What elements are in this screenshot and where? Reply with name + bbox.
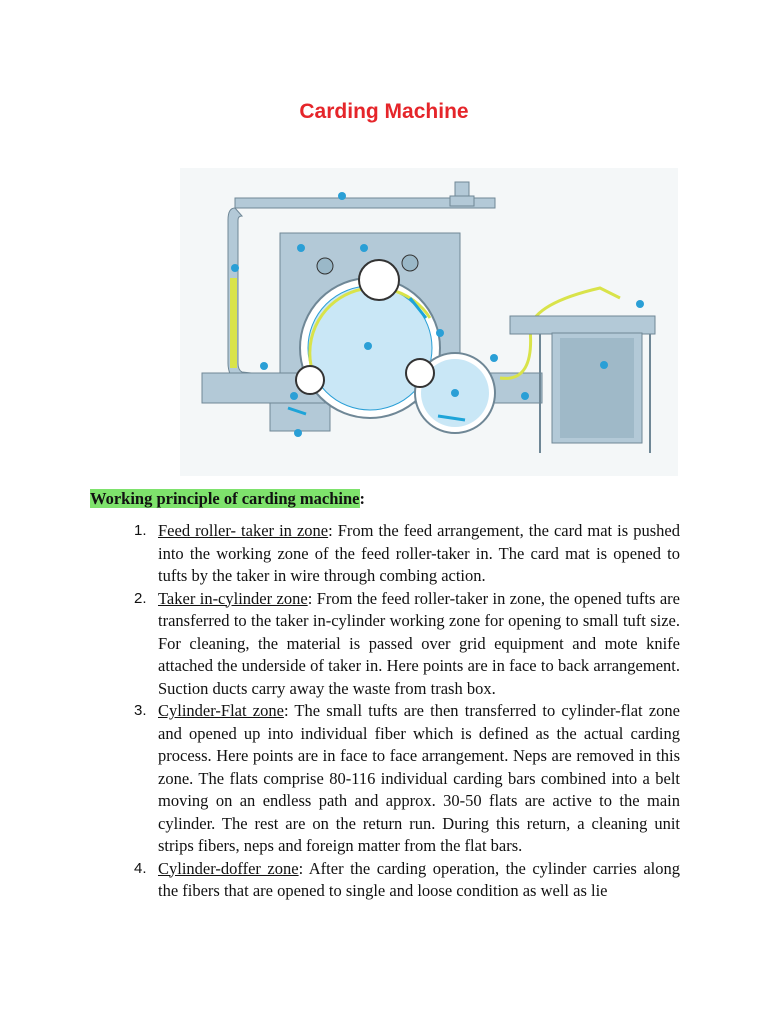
item-text: From the feed roller-taker in zone, the opened tufts are transferred to the taker in-cylinder working zone for opening to small tuft size. For cleaning, the material is passed over grid equipment and mote knife attached the underside of taker in. Here points are in face to back arrangement. Suction ducts carry away the waste from trash box. [158,588,680,698]
item-colon: : [298,858,304,878]
list-item [128,520,680,588]
item-term: Feed roller- taker in zone [158,521,329,540]
item-term: Cylinder-doffer zone [158,858,299,878]
list-item [128,588,680,701]
section-heading [90,489,365,509]
can-inner [560,338,634,438]
label-16 [521,392,529,400]
label-8 [364,342,372,350]
item-text: From the feed arrangement, the card mat is pushed into the working zone of the feed roller-taker in. The card mat is opened to tufts by the taker in wire through combing action. [158,521,680,585]
list-item [128,700,680,858]
flat-roller [359,260,399,300]
label-12 [436,329,444,337]
label-15 [490,354,498,362]
taker-in [296,366,324,394]
label-3 [260,362,268,370]
item-term: Cylinder-Flat zone [158,701,284,720]
item-text: After the carding operation, the cylinder carries along the fibers that are opened to single and loose condition as well as lie [158,858,681,900]
item-text: The small tufts are then transferred to cylinder-flat zone and opened up into individual fiber which is defined as the actual carding process. Here points are in face to face arrangement. Neps are removed in this zone. The flats comprise 80-116 individual carding bars combined into a belt moving on an endless path and approx. 30-50 flats are active to the main cylinder. The rest are on the return run. During this return, a cleaning unit strips fibers, neps and foreign matter from the flat bars. [158,701,680,855]
label-2 [231,264,239,272]
diagram-svg [180,168,678,476]
label-10 [360,244,368,252]
item-number: 1. [134,522,147,539]
flat-guide-left [317,258,333,274]
heading-colon: : [359,489,366,508]
label-1 [338,192,346,200]
item-number: 3. [134,702,147,719]
label-18 [636,300,644,308]
item-number: 2. [134,589,147,607]
item-number: 4. [134,859,147,877]
carding-machine-diagram [180,168,678,476]
fan-base [450,196,474,206]
item-colon: : [328,521,333,540]
label-5 [290,392,298,400]
label-7 [294,429,302,437]
item-colon: : [307,588,313,608]
item-term: Taker in-cylinder zone [158,588,308,608]
doffer-stripper [406,359,434,387]
list-item [128,858,680,903]
heading-highlight: Working principle of carding machine [90,489,360,508]
page-title: Carding Machine [299,100,469,123]
trash-box [270,403,330,431]
zone-list [128,520,680,903]
chute-fiber [230,278,237,368]
label-11 [297,244,305,252]
flat-guide-right [402,255,418,271]
label-14 [451,389,459,397]
label-17 [600,361,608,369]
coiler-head [510,316,655,334]
item-colon: : [283,701,289,720]
